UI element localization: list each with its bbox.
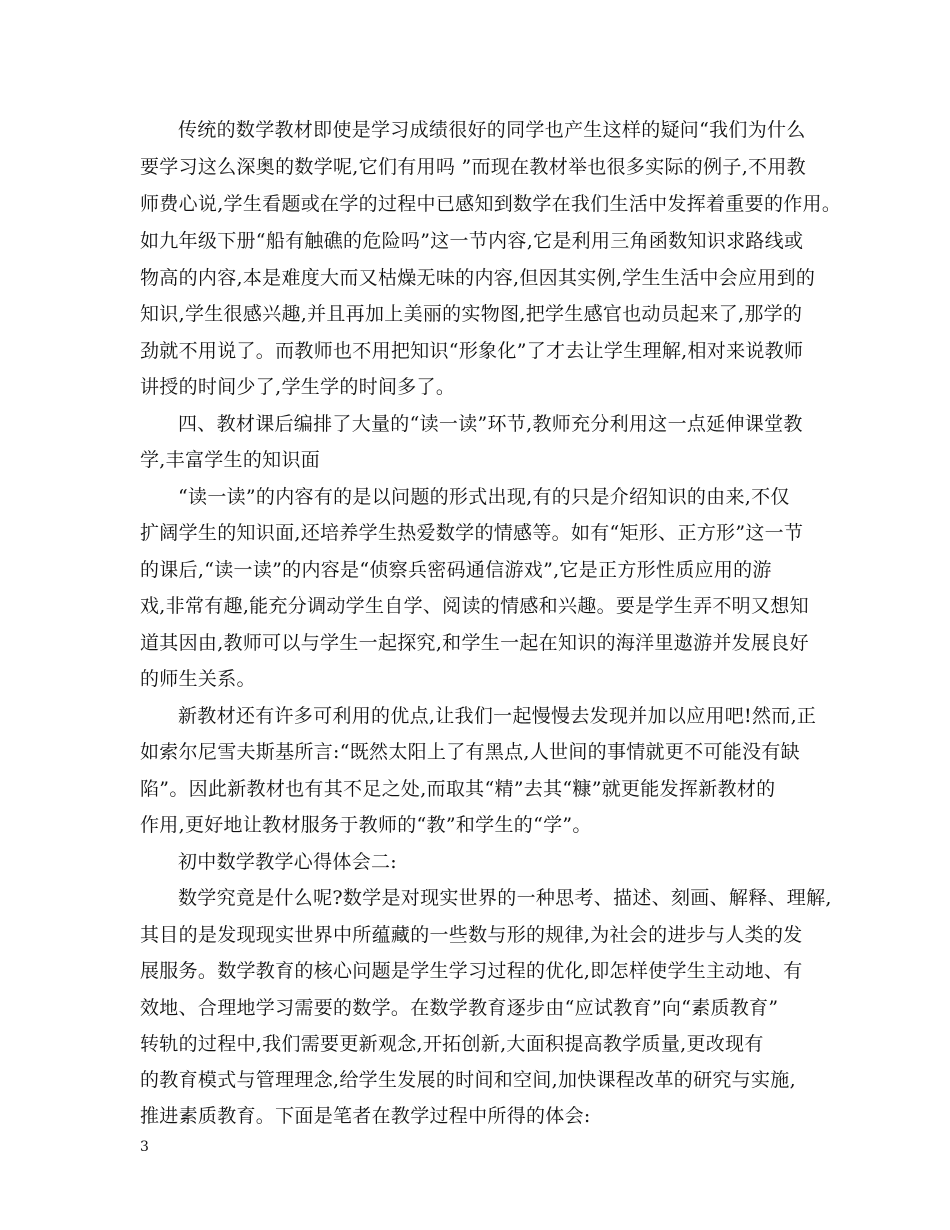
- text-line: 效地、合理地学习需要的数学。在数学教育逐步由“应试教育”向“素质教育”: [140, 997, 779, 1019]
- text-line: 道其因由,教师可以与学生一起探究,和学生一起在知识的海洋里遨游并发展良好: [140, 632, 809, 654]
- text-line: 展服务。数学教育的核心问题是学生学习过程的优化,即怎样使学生主动地、有: [140, 960, 803, 982]
- text-line: 讲授的时间少了,学生学的时间多了。: [140, 376, 456, 398]
- section-heading: 初中数学教学心得体会二:: [178, 851, 398, 873]
- text-line: 四、教材课后编排了大量的“读一读”环节,教师充分利用这一点延伸课堂教: [178, 413, 803, 435]
- page-number: 3: [140, 1139, 149, 1155]
- text-line: 学,丰富学生的知识面: [140, 449, 321, 471]
- text-line: 的师生关系。: [140, 668, 256, 690]
- text-line: 传统的数学教材即使是学习成绩很好的同学也产生这样的疑问“我们为什么: [178, 119, 806, 141]
- text-line: 劲就不用说了。而教师也不用把知识“形象化”了才去让学生理解,相对来说教师: [140, 340, 804, 362]
- text-line: 师费心说,学生看题或在学的过程中已感知到数学在我们生活中发挥着重要的作用。: [140, 193, 842, 215]
- text-line: 的课后,“读一读”的内容是“侦察兵密码通信游戏”,它是正方形性质应用的游: [140, 559, 772, 581]
- text-line: 陷”。因此新教材也有其不足之处,而取其“精”去其“糠”就更能发挥新教材的: [140, 778, 776, 800]
- text-line: 物高的内容,本是难度大而又枯燥无味的内容,但因其实例,学生生活中会应用到的: [140, 267, 816, 289]
- text-line: 数学究竟是什么呢?数学是对现实世界的一种思考、描述、刻画、解释、理解,: [178, 887, 832, 909]
- text-line: 转轨的过程中,我们需要更新观念,开拓创新,大面积提高教学质量,更改现有: [140, 1033, 764, 1055]
- text-line: 扩阔学生的知识面,还培养学生热爱数学的情感等。如有“矩形、正方形”这一节: [140, 522, 804, 544]
- text-line: “读一读”的内容有的是以问题的形式出现,有的只是介绍知识的由来,不仅: [178, 486, 790, 508]
- text-line: 如九年级下册“船有触礁的危险吗”这一节内容,它是利用三角函数知识求路线或: [140, 230, 804, 252]
- text-line: 作用,更好地让教材服务于教师的“教”和学生的“学”。: [140, 814, 592, 836]
- text-line: 戏,非常有趣,能充分调动学生自学、阅读的情感和兴趣。要是学生弄不明又想知: [140, 595, 809, 617]
- text-line: 推进素质教育。下面是笔者在教学过程中所得的体会:: [140, 1105, 591, 1127]
- text-line: 如索尔尼雪夫斯基所言:“既然太阳上了有黑点,人世间的事情就更不可能没有缺: [140, 741, 800, 763]
- text-line: 要学习这么深奥的数学呢,它们有用吗 ”而现在教材举也很多实际的例子,不用教: [140, 156, 806, 178]
- text-line: 其目的是发现现实世界中所蕴藏的一些数与形的规律,为社会的进步与人类的发: [140, 924, 803, 946]
- text-line: 知识,学生很感兴趣,并且再加上美丽的实物图,把学生感官也动员起来了,那学的: [140, 303, 803, 325]
- text-line: 的教育模式与管理理念,给学生发展的时间和空间,加快课程改革的研究与实施,: [140, 1069, 796, 1091]
- text-line: 新教材还有许多可利用的优点,让我们一起慢慢去发现并加以应用吧!然而,正: [178, 705, 817, 727]
